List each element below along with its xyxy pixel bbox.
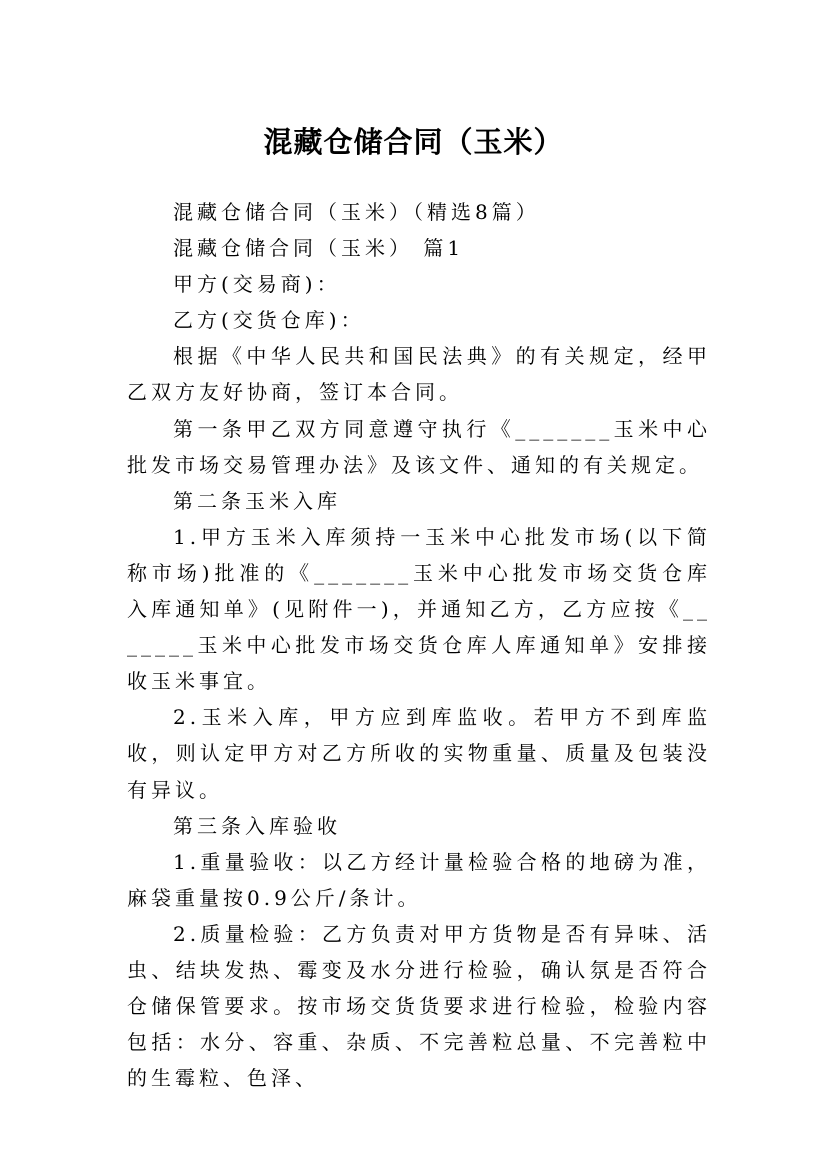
- document-body: [127, 194, 711, 1096]
- paragraph-article-3-heading: 第三条入库验收: [173, 813, 341, 838]
- paragraph-party-a: 甲方(交易商)：: [173, 272, 341, 297]
- paragraph-party-b: 乙方(交货仓库)：: [173, 308, 365, 333]
- paragraph-section-heading: 混藏仓储合同（玉米） 篇1: [173, 236, 465, 261]
- paragraph-article-1: 第一条甲乙双方同意遵守执行《_______玉米中心批发市场交易管理办法》及该文件、通知的有关规定。: [127, 416, 711, 477]
- paragraph-article-3-item-2: 2.质量检验：乙方负责对甲方货物是否有异味、活虫、结块发热、霉变及水分进行检验，确认氛是否符合仓储保管要求。按市场交货货要求进行检验，检验内容包括：水分、容重、杂质、不完善粒总量、不完善粒中的生霉粒、色泽、: [127, 921, 711, 1091]
- paragraph-article-2-item-2: 2.玉米入库，甲方应到库监收。若甲方不到库监收，则认定甲方对乙方所收的实物重量、质量及包装没有异议。: [127, 705, 711, 802]
- paragraph-article-2-item-1: 1.甲方玉米入库须持一玉米中心批发市场(以下简称市场)批准的《_______玉米中心批发市场交货仓库入库通知单》(见附件一)，并通知乙方，乙方应按《_______玉米中心批发市场交货仓库人库通知单》安排接收玉米事宜。: [127, 524, 711, 694]
- paragraph-article-3-item-1: 1.重量验收：以乙方经计量检验合格的地磅为准，麻袋重量按0.9公斤/条计。: [127, 849, 711, 910]
- paragraph-article-2-heading: 第二条玉米入库: [173, 488, 341, 513]
- document-title: 混藏仓储合同（玉米）: [263, 125, 564, 160]
- paragraph-preamble: 根据《中华人民共和国民法典》的有关规定，经甲乙双方友好协商，签订本合同。: [127, 344, 711, 405]
- paragraph-subtitle: 混藏仓储合同（玉米）（精选8篇）: [173, 200, 540, 224]
